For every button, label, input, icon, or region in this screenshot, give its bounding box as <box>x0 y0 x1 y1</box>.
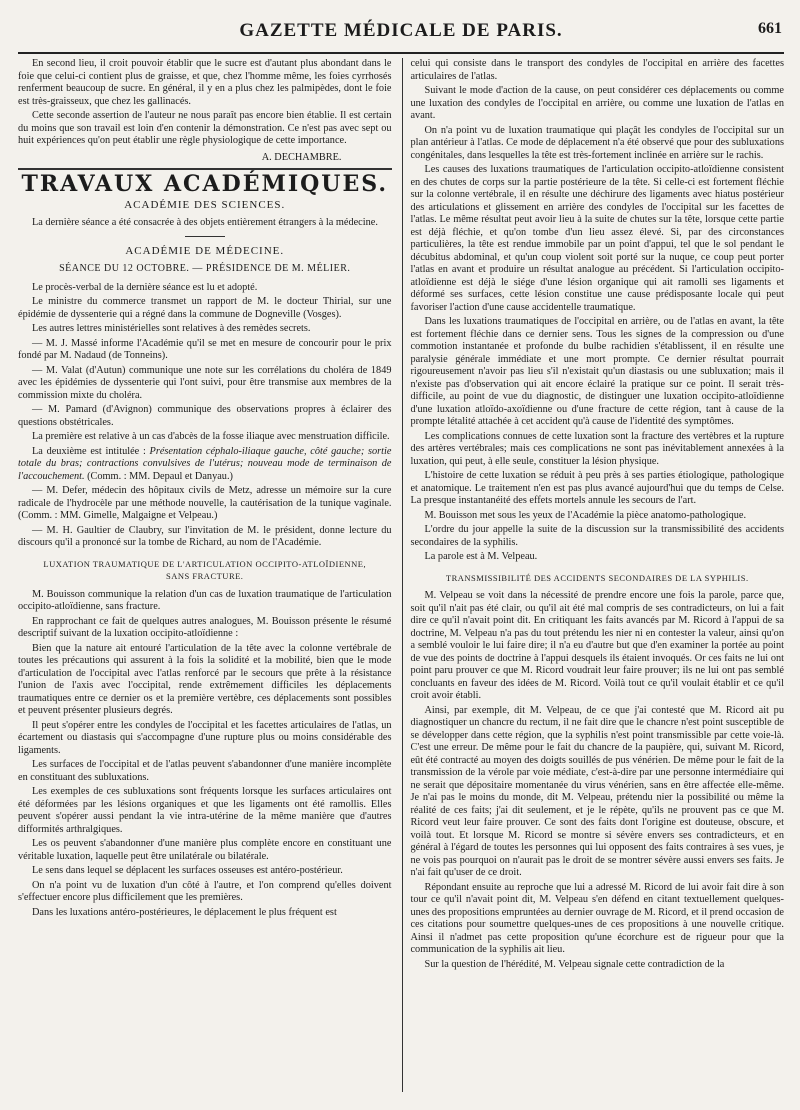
paragraph: — M. H. Gaultier de Claubry, sur l'invitation de M. le président, donne lecture du discours qu'il a prononcé sur la tombe de Richard, au nom de l'Académie. <box>18 524 392 548</box>
paragraph: Dans les luxations antéro-postérieures, le déplacement le plus fréquent est <box>32 906 337 918</box>
page-header <box>18 12 784 54</box>
paragraph: Le procès-verbal de la dernière séance est lu et adopté. <box>32 281 258 293</box>
luxation-heading-line: SANS FRACTURE. <box>166 571 244 581</box>
luxation-heading <box>18 558 392 583</box>
short-divider <box>185 236 225 237</box>
luxation-heading-line: LUXATION TRAUMATIQUE DE L'ARTICULATION OCCIPITO-ATLOÏDIENNE, <box>43 558 367 569</box>
section-divider <box>18 168 392 170</box>
paragraph: M. Bouisson met sous les yeux de l'Académie la pièce anatomo-pathologique. <box>424 509 747 521</box>
text-span: (Comm. : MM. Depaul et Danyau.) <box>84 470 233 482</box>
paragraph: M. Velpeau se voit dans la nécessité de prendre encore une fois la parole, parce que, soit qu'il n'ait pas été clair, ou qu'il ait été mal compris de ses contradicteurs, on lui a fait dire ce qu'il n'avait point dit. En critiquant les faits avancés par M. Ricord à l'appui de sa doctrine, M. Velpeau n'a pas du tout prétendu les nier ni en contester la valeur, ainsi qu'on a semblé vouloir le lui faire dire; il n'a eu d'autre but que d'en examiner la portée au point de vue des points de doctrine à l'appui desquels ils étaient invoqués. Or ces faits ne lui ont point paru prouver ce que M. Ricord voudrait leur faire prouver; ils ne lui ont pas semblé concluants en faveur des idées de M. Ricord. Voilà tout ce qu'il voulait établir et ce qu'il croit avoir établi. <box>410 590 784 701</box>
academy-sciences-heading: ACADÉMIE DES SCIENCES. <box>124 198 286 211</box>
paragraph: — M. Defer, médecin des hôpitaux civils de Metz, adresse un mémoire sur la cure radicale de l'hydrocèle par une méthode nouvelle, la cautérisation de la tunique vaginale. (Comm. : MM. Gimelle, Malgaigne et Velpeau.) <box>18 485 392 521</box>
paragraph: Ainsi, par exemple, dit M. Velpeau, de ce que j'ai contesté que M. Ricord ait pu diagnostiquer un chancre du rectum, il ne fait dire que le chancre n'est point susceptible de se développer dans cette région, que la syphilis n'est point transmissible par cette voie-là. C'est une erreur. De même pour le fait du chancre de la paupière, qui, suivant M. Ricord, eût été contracté au moyen des doigts souillés de pus vénérien. De même pour le fait de la transmission de la vérole par voie médiate, c'est-à-dire par une personne intermédiaire qui ne serait que dépositaire momentanée du virus vénérien, sans en être affectée elle-même. Je n'ai pas le moins du monde, dit M. Velpeau, prétendu nier la possibilité ou même la réalité de ces faits; j'ai dit seulement, et je le répète, qu'ils ne prouvent pas ce que M. Ricord veut leur faire prouver. Ce sont des faits dont l'origine est douteuse, obscure, et voilà tout. Et lorsque M. Ricord se montre si sévère envers ses contradicteurs, et en général à l'égard de toutes les personnes qui lui opposent des faits contraires à ses vues, je ne vois pas pourquoi on n'aurait pas le droit de se montrer sévère aussi envers ses faits. Je n'ai fait qu'user de ce droit. <box>410 704 784 878</box>
paragraph: — M. J. Massé informe l'Académie qu'il se met en mesure de concourir pour le prix fondé par M. Nadaud (de Tonneins). <box>18 337 392 361</box>
italic-title: Présentation céphalo-iliaque gauche, côté gauche; sortie totale du bras; contractions convulsives de l'utérus; nouveau mode de terminaison de l'accouchement. <box>18 445 392 482</box>
paragraph: On n'a point vu de luxation d'un côté à l'autre, et l'on comprend qu'elles doivent s'effectuer encore plus difficilement que les premières. <box>18 879 392 903</box>
paragraph: Répondant ensuite au reproche que lui a adressé M. Ricord de lui avoir fait dire à son tour ce qu'il n'avait point dit, M. Velpeau s'en défend en citant textuellement quelques-unes des propositions empruntées au dernier ouvrage de M. Ricord, et il prend occasion de ces citations pour soumettre quelques-unes de ces propositions à une nouvelle critique. Ainsi il n'admet pas cette proposition qu'une écorchure est de rigueur pour que la communication de la syphilis ait lieu. <box>410 881 784 955</box>
paragraph: Les autres lettres ministérielles sont relatives à des remèdes secrets. <box>32 323 311 334</box>
right-column <box>406 58 784 1092</box>
paragraph: En second lieu, il croit pouvoir établir que le sucre est d'autant plus abondant dans le foie que celui-ci contient plus de graisse, et que, chez l'homme même, les foies cyrrhosés renferment beaucoup de sucre. En général, il y en a plus chez les palmipèdes, dont le foie est très-graisseux, que chez les gallinacés. <box>18 58 392 107</box>
paragraph: Suivant le mode d'action de la cause, on peut considérer ces déplacements ou comme une luxation des condyles de l'occipital en arrière, ou comme une luxation de l'atlas en avant. <box>410 85 784 121</box>
column-divider <box>402 58 403 1092</box>
main-heading: TRAVAUX ACADÉMIQUES. <box>21 171 388 197</box>
academy-medicine-heading: ACADÉMIE DE MÉDECINE. <box>125 244 285 257</box>
paragraph: On n'a point vu de luxation traumatique qui plaçât les condyles de l'occipital sur un plan antérieur à l'atlas. Ce mode de déplacement n'a été observé que pour des subluxations congénitales, dans lesquelles la tête est très-fortement inclinée en arrière sur le rachis. <box>410 124 784 161</box>
paragraph: Les complications connues de cette luxation sont la fracture des vertèbres et la rupture des artères vertébrales; mais ces complications ne sont pas inévitablement annexées à la luxation, qui peut, à elle seule, constituer la lésion physique. <box>410 430 784 467</box>
text-span: La deuxième est intitulée : <box>32 445 150 457</box>
paragraph: Les causes des luxations traumatiques de l'articulation occipito-atloïdienne consistent en des chutes de corps sur la partie postérieure de la tête. Si celle-ci est fortement fléchie sur la colonne vertébrale, il en résulte une déchirure des ligaments avec hiatus postérieur des articulations et glissement en arrière des condyles de l'occipital sur les facettes de l'atlas. Le même résultat peut avoir lieu à la suite de chutes sur la tête, lorsque cette partie est déjà fléchie, et qu'on tombe d'un lieu assez élevé. Si, par des circonstances particulières, la tête est rendue immobile par un point d'appui, tel que le sol pendant le décubitus abdominal, et qu'un coup violent soit porté sur la nuque, ce coup peut porter l'atlas en avant et produire un résultat analogue au précédent. Si l'articulation occipito-atloïdienne est déjà le siége d'une lésion organique qui ait ramolli ses ligaments et déformé ses surfaces, cette lésion constitue une cause prédisposante locale qui peut favoriser l'action d'une cause accidentelle traumatique. <box>410 164 784 313</box>
newspaper-page <box>0 12 800 1110</box>
paragraph: celui qui consiste dans le transport des condyles de l'occipital en arrière des facettes articulaires de l'atlas. <box>410 58 784 82</box>
paragraph: Les surfaces de l'occipital et de l'atlas peuvent s'abandonner d'une manière incomplète en constituant des subluxations. <box>18 759 392 783</box>
paragraph: La première est relative à un cas d'abcès de la fosse iliaque avec menstruation difficile. <box>32 431 390 442</box>
paragraph: L'ordre du jour appelle la suite de la discussion sur la transmissibilité des accidents secondaires de la syphilis. <box>410 524 784 548</box>
paragraph: Bien que la nature ait entouré l'articulation de la tête avec la colonne vertébrale de toutes les précautions qui assurent à la fois la solidité et la mobilité, bien que le mode d'articulation de l'occipital avec l'atlas renforcé par le secours que prête à la résistance l'union de l'axis avec l'occipital, rende extrêmement difficiles les déplacements traumatiques entre ce dernier os et la première vertèbre, ces déplacements sont possibles et peuvent présenter plusieurs degrés. <box>18 642 392 716</box>
paragraph: Le sens dans lequel se déplacent les surfaces osseuses est antéro-postérieur. <box>32 865 343 876</box>
paragraph: — M. Valat (d'Autun) communique une note sur les corrélations du choléra de 1849 avec les épidémies de dyssenterie qui l'ont suivi, pour être transmise aux membres de la commission mixte du choléra. <box>18 364 392 401</box>
journal-title: GAZETTE MÉDICALE DE PARIS. <box>239 20 563 41</box>
left-column <box>18 58 398 1092</box>
paragraph: Cette seconde assertion de l'auteur ne nous paraît pas encore bien établie. Il est certain du moins que son travail est loin d'en contenir la démonstration. Ce n'est pas avec sept ou huit expériences qu'on peut établir une règle physiologique de cette importance. <box>18 110 392 146</box>
paragraph: Dans les luxations traumatiques de l'occipital en arrière, ou de l'atlas en avant, la tête est fortement fléchie dans ce dernier sens. Tous les signes de la compression ou d'une commotion instantanée et profonde du bulbe rachidien s'établissent, il en résulte une paralysie générale immédiate et une mort prompte. Ce dernier résultat pourrait rigoureusement n'avoir pas lieu s'il n'existait qu'un diastasis ou une subluxation; mais il n'existe pas d'observation qui ait encore éclairé la pratique sur ce point. Il serait très-difficile, au point de vue du diagnostic, de distinguer une luxation occipito-atloïdienne d'une luxation atloïdo-axoïdienne ou d'une fracture de cette région, tant à cause de la prompte létalité attachée à cet accident qu'à cause de l'identité des symptômes. <box>410 316 784 427</box>
paragraph: L'histoire de cette luxation se réduit à peu près à ses parties étiologique, pathologique et anatomique. Le traitement n'en est pas plus avancé aujourd'hui que du temps de Celse. La presque instantanéité des effets mortels annule les secours de l'art. <box>410 470 784 506</box>
paragraph: La dernière séance a été consacrée à des objets entièrement étrangers à la médecine. <box>32 217 378 228</box>
session-line: SÉANCE DU 12 OCTOBRE. — PRÉSIDENCE DE M. MÉLIER. <box>59 263 351 274</box>
page-number: 661 <box>758 20 782 37</box>
paragraph: M. Bouisson communique la relation d'un cas de luxation traumatique de l'articulation occipito-atloïdienne, sans fracture. <box>18 588 392 612</box>
paragraph: Les exemples de ces subluxations sont fréquents lorsque les surfaces articulaires ont été déformées par les lésions organiques et que les ligaments ont été ramollis. Elles peuvent s'opérer aussi pendant la vie intra-utérine de la même manière que d'autres difformités arthralgiques. <box>18 786 392 835</box>
paragraph: La parole est à M. Velpeau. <box>424 551 538 562</box>
syphilis-heading: TRANSMISSIBILITÉ DES ACCIDENTS SECONDAIRES DE LA SYPHILIS. <box>445 572 749 583</box>
paragraph-deuxieme <box>18 446 392 484</box>
paragraph: Le ministre du commerce transmet un rapport de M. le docteur Thirial, sur une épidémie de dyssenterie qui a régné dans la commune de Dogneville (Vosges). <box>18 296 392 320</box>
paragraph: Il peut s'opérer entre les condyles de l'occipital et les facettes articulaires de l'atlas, un écartement ou diastasis qui s'accompagne d'une rupture plus ou moins considérable des ligaments. <box>18 719 392 756</box>
author-signature: A. DECHAMBRE. <box>261 151 342 163</box>
columns <box>18 58 784 1092</box>
paragraph: En rapprochant ce fait de quelques autres analogues, M. Bouisson présente le résumé descriptif suivant de la luxation occipito-atloïdienne : <box>18 615 392 639</box>
paragraph: Sur la question de l'hérédité, M. Velpeau signale cette contradiction de la <box>424 958 725 970</box>
paragraph: — M. Pamard (d'Avignon) communique des observations propres à éclairer des questions obstétricales. <box>18 404 392 428</box>
paragraph: Les os peuvent s'abandonner d'une manière plus complète encore en constituant une véritable luxation, laquelle peut être unilatérale ou bilatérale. <box>18 838 392 862</box>
